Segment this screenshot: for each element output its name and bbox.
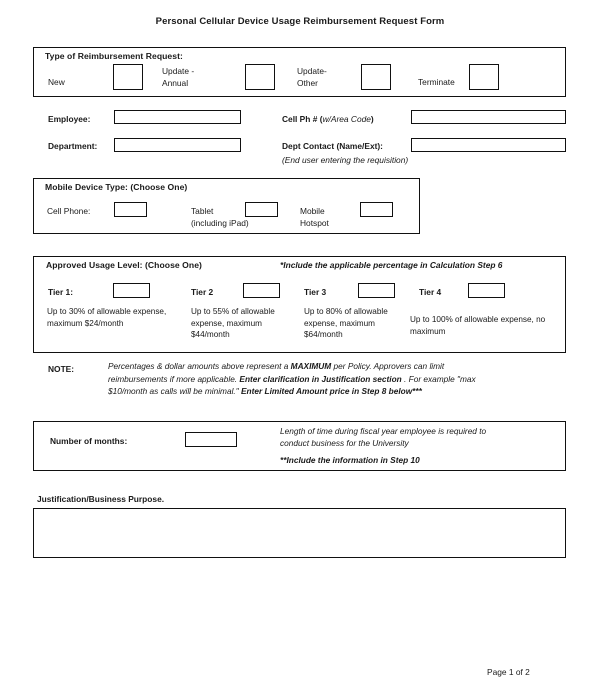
dept-contact-input[interactable]	[411, 138, 566, 152]
note-line1-emphasis: MAXIMUM	[290, 361, 332, 371]
department-label: Department:	[48, 141, 98, 151]
request-type-new-checkbox[interactable]	[113, 64, 143, 90]
note-line2-part3: . For example "max	[401, 373, 476, 384]
tier-3-description: Up to 80% of allowable expense, maximum $64/month	[304, 307, 388, 339]
months-emphasis: **Include the information in Step 10	[280, 455, 420, 465]
months-description-line1: Length of time during fiscal year employee is required to	[280, 426, 487, 436]
dept-contact-subnote: (End user entering the requisition)	[282, 155, 409, 165]
note-paragraph	[108, 360, 558, 398]
dept-contact-label: Dept Contact (Name/Ext):	[282, 141, 383, 151]
device-type-tablet-line1: Tablet	[191, 206, 214, 216]
device-type-hotspot-line1: Mobile	[300, 206, 325, 216]
months-description-line2: conduct business for the University	[280, 438, 409, 449]
tier-2-checkbox[interactable]	[243, 283, 280, 298]
device-type-hotspot-checkbox[interactable]	[360, 202, 393, 217]
request-type-update-annual-line2: Annual	[162, 78, 189, 88]
months-description	[280, 425, 550, 450]
tier-1-checkbox[interactable]	[113, 283, 150, 298]
employee-input[interactable]	[114, 110, 241, 124]
months-label: Number of months:	[50, 436, 128, 446]
note-label: NOTE:	[48, 364, 75, 374]
department-input[interactable]	[114, 138, 241, 152]
request-type-terminate-checkbox[interactable]	[469, 64, 499, 90]
request-type-update-annual-line1: Update -	[162, 66, 195, 76]
device-type-cell-phone-label: Cell Phone:	[47, 206, 91, 216]
tier-1-description: Up to 30% of allowable expense, maximum $24/month	[47, 307, 167, 328]
note-line2-emphasis: Enter clarification in Justification section	[239, 373, 402, 384]
tier-4-checkbox[interactable]	[468, 283, 505, 298]
cell-phone-input[interactable]	[411, 110, 566, 124]
cell-phone-label-end: )	[370, 114, 374, 124]
device-type-hotspot-label	[300, 205, 360, 229]
employee-label: Employee:	[48, 114, 91, 124]
cell-phone-label-italic: w/Area Code	[322, 114, 371, 124]
device-type-hotspot-line2: Hotspot	[300, 218, 329, 228]
request-type-heading: Type of Reimbursement Request:	[45, 51, 183, 61]
device-type-tablet-checkbox[interactable]	[245, 202, 278, 217]
tier-1-label: Tier 1:	[48, 287, 73, 297]
request-type-update-annual-checkbox[interactable]	[245, 64, 275, 90]
page-footer: Page 1 of 2	[487, 667, 530, 677]
page-title: Personal Cellular Device Usage Reimbursement Request Form	[155, 16, 445, 27]
request-type-update-other-checkbox[interactable]	[361, 64, 391, 90]
request-type-option-new-label: New	[48, 77, 65, 87]
device-type-tablet-line2: (including iPad)	[191, 218, 249, 228]
usage-level-heading: Approved Usage Level: (Choose One)	[46, 260, 202, 270]
justification-label: Justification/Business Purpose.	[37, 494, 165, 504]
tier-4-label: Tier 4	[419, 287, 442, 297]
request-type-option-terminate-label: Terminate	[418, 77, 455, 87]
tier-3-label: Tier 3	[304, 287, 327, 297]
request-type-update-other-line2: Other	[297, 78, 318, 88]
tier-3-checkbox[interactable]	[358, 283, 395, 298]
usage-level-section	[33, 256, 566, 353]
request-type-option-update-other-label	[297, 65, 357, 89]
note-line3-part1: $10/month as calls will be minimal."	[108, 386, 241, 397]
justification-textarea[interactable]	[33, 508, 566, 558]
cell-phone-label	[282, 114, 374, 126]
months-input[interactable]	[185, 432, 237, 447]
note-line2-part1: reimbursements if more applicable.	[108, 373, 240, 384]
request-type-update-other-line1: Update-	[297, 66, 327, 76]
note-line1-part1: Percentages & dollar amounts above represent a	[108, 361, 291, 371]
usage-level-heading-note: *Include the applicable percentage in Calculation Step 6	[280, 260, 503, 270]
note-line3-emphasis: Enter Limited Amount price in Step 8 below***	[240, 386, 422, 397]
device-type-heading: Mobile Device Type: (Choose One)	[45, 182, 188, 192]
device-type-cell-phone-checkbox[interactable]	[114, 202, 147, 217]
tier-4-description: Up to 100% of allowable expense, no maximum	[410, 315, 546, 336]
cell-phone-label-main: Cell Ph # (	[282, 114, 323, 124]
request-type-option-update-annual-label	[162, 65, 222, 89]
note-line1-part3: per Policy. Approvers can limit	[331, 361, 445, 371]
tier-2-label: Tier 2	[191, 287, 214, 297]
tier-2-description: Up to 55% of allowable expense, maximum $44/month	[191, 307, 275, 339]
